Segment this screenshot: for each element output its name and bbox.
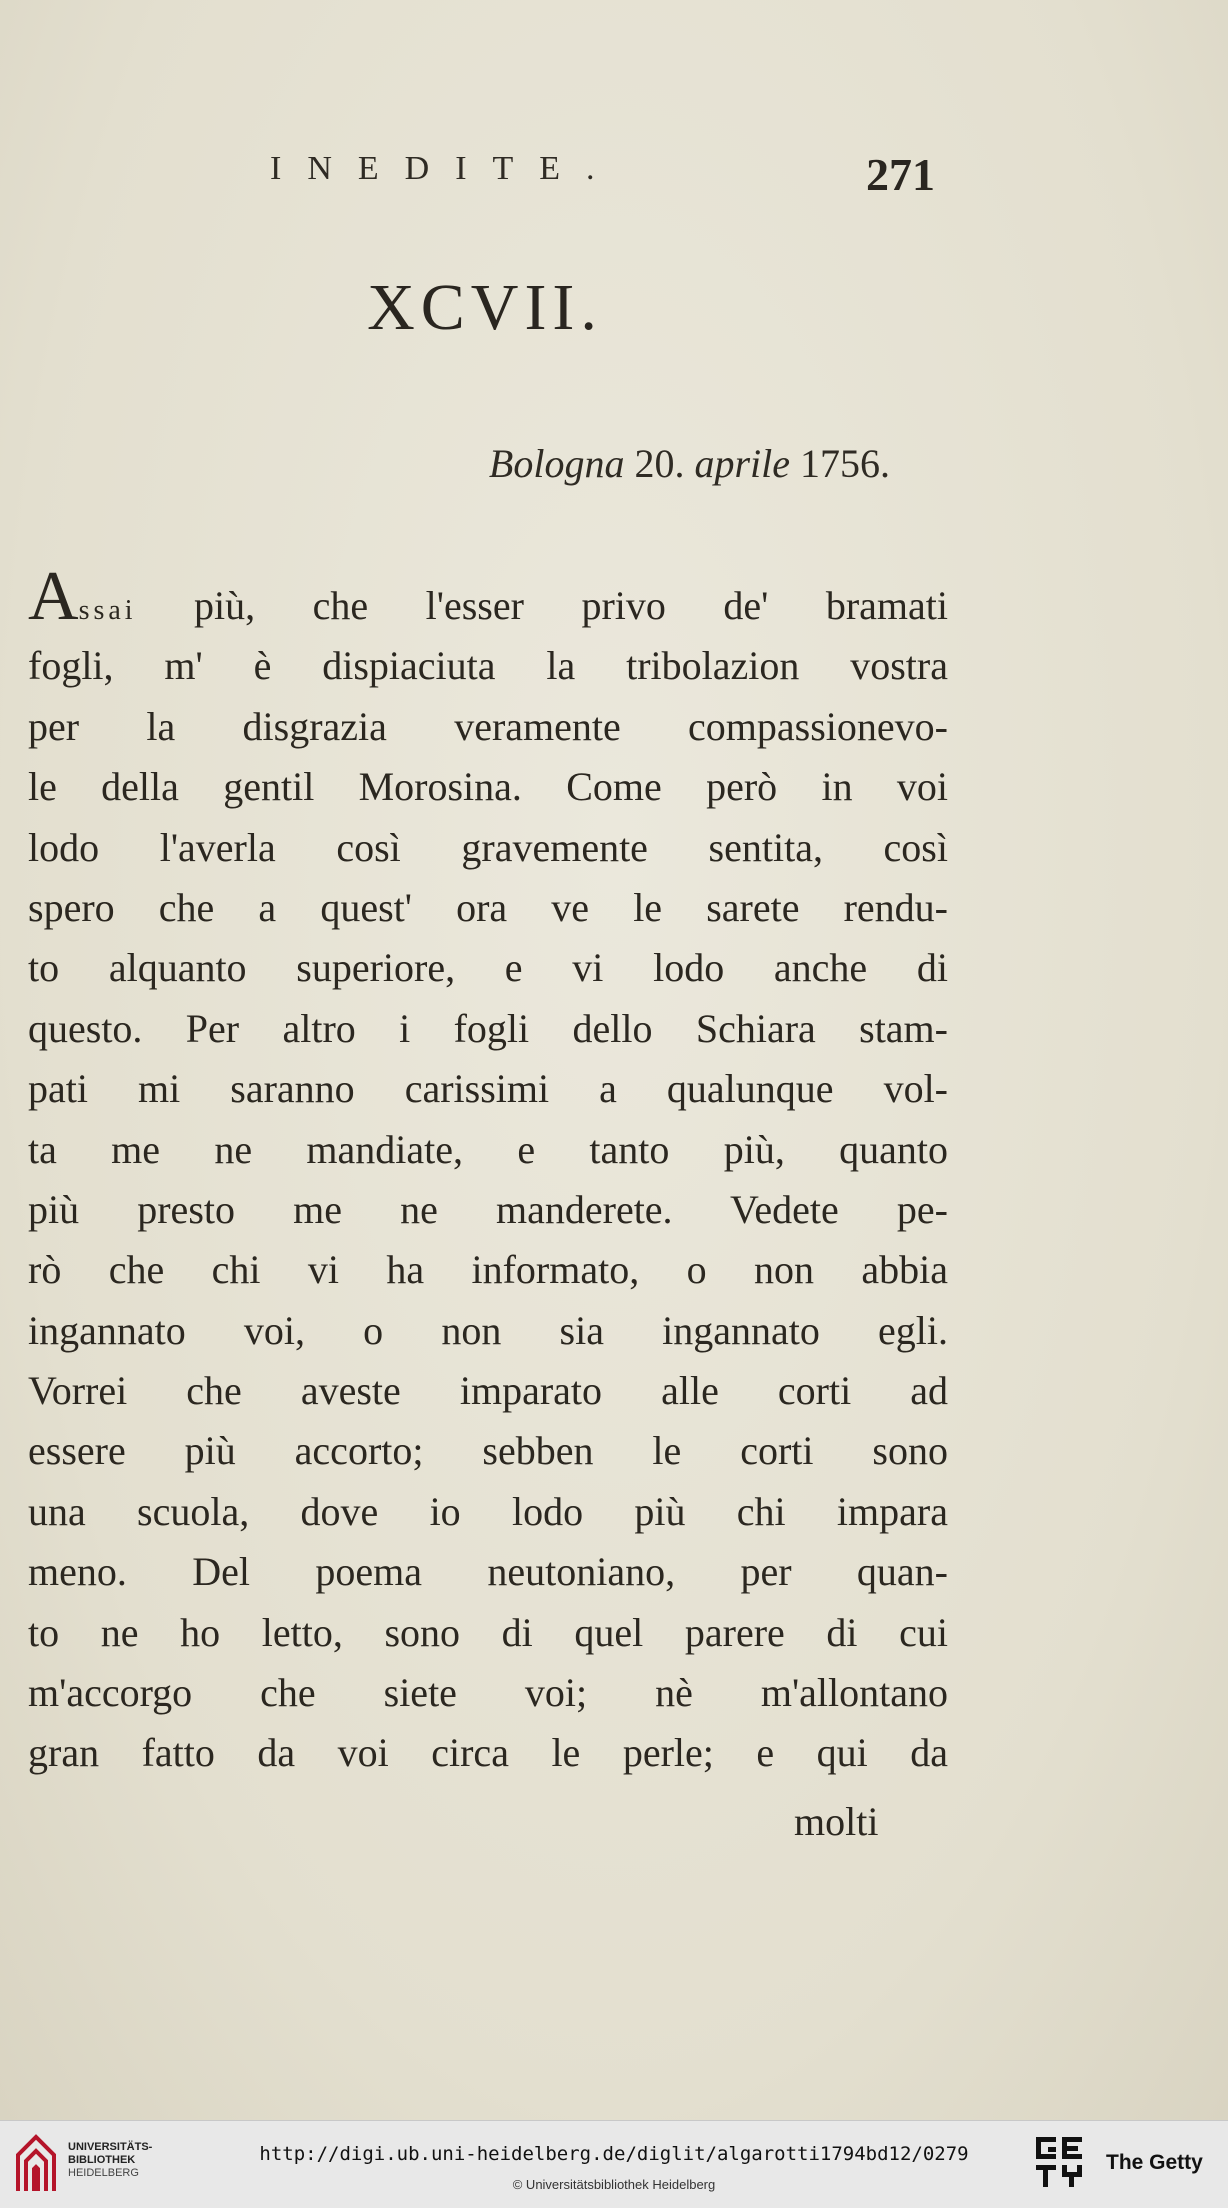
text-line: per la disgrazia veramente compassionevo- <box>28 703 948 749</box>
text-line: questo. Per altro i fogli dello Schiara stam- <box>28 1005 948 1051</box>
drop-cap: A <box>28 558 79 635</box>
text-line: gran fatto da voi circa le perle; e qui da <box>28 1730 948 1776</box>
text-line: to ne ho letto, sono di quel parere di cui <box>28 1609 948 1655</box>
text-line: le della gentil Morosina. Come però in voi <box>28 764 948 810</box>
document-url-link[interactable]: http://digi.ub.uni-heidelberg.de/diglit/algarotti1794bd12/0279 <box>259 2143 969 2165</box>
text-line: pati mi saranno carissimi a qualunque vol- <box>28 1066 948 1112</box>
library-name-line-1: UNIVERSITÄTS- <box>68 2141 153 2153</box>
catchword: molti <box>794 1799 879 1844</box>
text-line: ta me ne mandiate, e tanto più, quanto <box>28 1126 948 1172</box>
viewer-footer <box>0 2120 1228 2208</box>
running-head: INEDITE. <box>270 150 621 187</box>
dateline-place: Bologna <box>488 441 625 486</box>
text-line: una scuola, dove io lodo più chi impara <box>28 1488 948 1534</box>
library-name-line-2: BIBLIOTHEK <box>68 2154 136 2166</box>
text-line: più presto me ne manderete. Vedete pe- <box>28 1186 948 1232</box>
small-caps-word: ssai <box>78 595 137 626</box>
text-line: essere più accorto; sebben le corti sono <box>28 1428 948 1474</box>
text-line: m'accorgo che siete voi; nè m'allontano <box>28 1670 948 1716</box>
page-number: 271 <box>866 149 935 200</box>
text-line: lodo l'averla così gravemente sentita, così <box>28 824 948 870</box>
library-name-line-3: HEIDELBERG <box>68 2167 139 2179</box>
text-line: fogli, m' è dispiaciuta la tribolazion vostra <box>28 643 948 689</box>
dateline-day: 20. <box>634 441 685 486</box>
text-line <box>28 558 948 636</box>
text-line: Vorrei che aveste imparato alle corti ad <box>28 1368 948 1414</box>
text-line: to alquanto superiore, e vi lodo anche di <box>28 945 948 991</box>
dateline-year: 1756. <box>800 441 890 486</box>
text-line: meno. Del poema neutoniano, per quan- <box>28 1549 948 1595</box>
text-line-rest: più, che l'esser privo de' bramati <box>136 583 948 628</box>
dateline <box>0 440 890 487</box>
getty-name: The Getty <box>1106 2151 1203 2174</box>
dateline-month: aprile <box>694 441 790 486</box>
text-line: rò che chi vi ha informato, o non abbia <box>28 1247 948 1293</box>
getty-logo-icon <box>1034 2135 1084 2191</box>
letter-body <box>28 558 948 1784</box>
text-line: spero che a quest' ora ve le sarete rendu- <box>28 884 948 930</box>
chapter-heading: XCVII. <box>367 271 603 344</box>
copyright-notice: © Universitätsbibliothek Heidelberg <box>512 2177 716 2192</box>
text-line: ingannato voi, o non sia ingannato egli. <box>28 1307 948 1353</box>
